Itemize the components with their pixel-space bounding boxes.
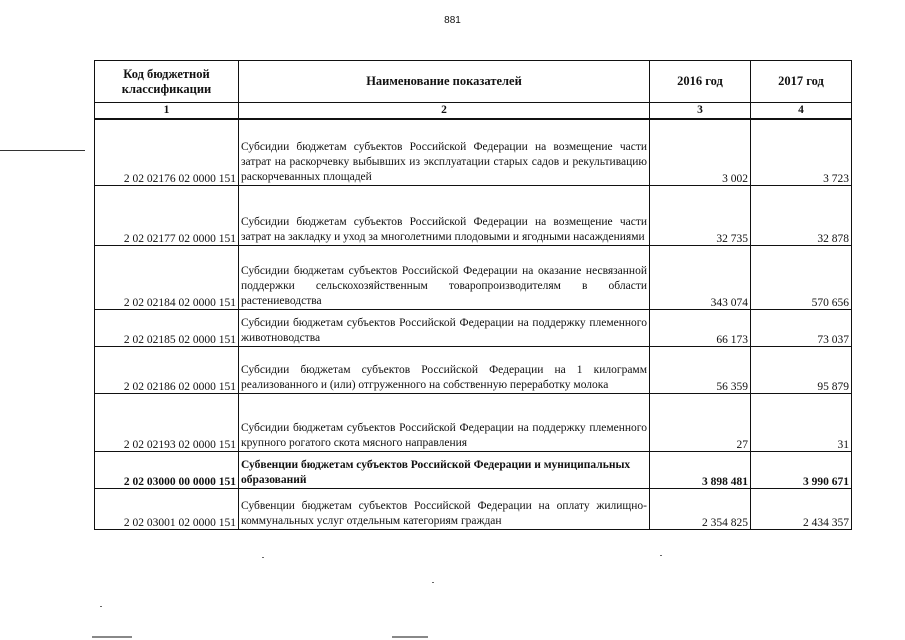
table-row <box>95 393 852 451</box>
row-code: 2 02 03000 00 0000 151 <box>95 451 239 488</box>
row-amount-2016: 3 002 <box>650 119 751 185</box>
table-row <box>95 346 852 393</box>
row-name: Субсидии бюджетам субъектов Российской Федерации на 1 килограмм реализованного и (или) отгруженного на собственную переработку молока <box>239 346 650 393</box>
table-row <box>95 245 852 309</box>
table-row <box>95 309 852 346</box>
column-number-row <box>95 103 852 120</box>
scan-speck <box>660 555 662 556</box>
row-amount-2016: 3 898 481 <box>650 451 751 488</box>
row-code: 2 02 02193 02 0000 151 <box>95 393 239 451</box>
column-number: 4 <box>751 103 852 120</box>
row-amount-2017: 2 434 357 <box>751 488 852 529</box>
header-name: Наименование показателей <box>239 61 650 103</box>
row-name: Субвенции бюджетам субъектов Российской Федерации и муниципальных образований <box>239 451 650 488</box>
scan-speck <box>262 557 264 558</box>
footer-mark <box>392 636 428 638</box>
margin-line <box>0 150 85 151</box>
table-row <box>95 185 852 245</box>
row-code: 2 02 03001 02 0000 151 <box>95 488 239 529</box>
row-code: 2 02 02186 02 0000 151 <box>95 346 239 393</box>
page-number: 881 <box>444 15 461 26</box>
row-name: Субсидии бюджетам субъектов Российской Федерации на поддержку племенного животноводства <box>239 309 650 346</box>
row-name: Субсидии бюджетам субъектов Российской Федерации на возмещение части затрат на закладку и уход за многолетними плодовыми и ягодными насаждениями <box>239 185 650 245</box>
column-number: 3 <box>650 103 751 120</box>
row-amount-2017: 95 879 <box>751 346 852 393</box>
scan-speck <box>100 606 102 607</box>
table-row <box>95 451 852 488</box>
row-amount-2016: 27 <box>650 393 751 451</box>
row-amount-2017: 570 656 <box>751 245 852 309</box>
header-year-2017: 2017 год <box>751 61 852 103</box>
row-name: Субсидии бюджетам субъектов Российской Федерации на оказание несвязанной поддержки сельскохозяйственным товаропроизводителям в области растениеводства <box>239 245 650 309</box>
row-amount-2016: 66 173 <box>650 309 751 346</box>
table-row <box>95 488 852 529</box>
row-name: Субсидии бюджетам субъектов Российской Федерации на возмещение части затрат на раскорчевку выбывших из эксплуатации старых садов и рекультивацию раскорчеванных площадей <box>239 119 650 185</box>
row-amount-2016: 32 735 <box>650 185 751 245</box>
row-code: 2 02 02184 02 0000 151 <box>95 245 239 309</box>
column-number: 2 <box>239 103 650 120</box>
row-amount-2017: 3 723 <box>751 119 852 185</box>
row-amount-2016: 56 359 <box>650 346 751 393</box>
row-amount-2017: 73 037 <box>751 309 852 346</box>
header-row <box>95 61 852 103</box>
row-amount-2017: 3 990 671 <box>751 451 852 488</box>
row-amount-2016: 343 074 <box>650 245 751 309</box>
row-code: 2 02 02185 02 0000 151 <box>95 309 239 346</box>
row-amount-2017: 31 <box>751 393 852 451</box>
row-amount-2017: 32 878 <box>751 185 852 245</box>
scan-speck <box>432 582 434 583</box>
header-year-2016: 2016 год <box>650 61 751 103</box>
footer-mark <box>92 636 132 638</box>
row-name: Субсидии бюджетам субъектов Российской Федерации на поддержку племенного крупного рогатого скота мясного направления <box>239 393 650 451</box>
row-code: 2 02 02176 02 0000 151 <box>95 119 239 185</box>
row-code: 2 02 02177 02 0000 151 <box>95 185 239 245</box>
budget-table <box>94 60 852 530</box>
header-code: Код бюджетной классификации <box>95 61 239 103</box>
row-amount-2016: 2 354 825 <box>650 488 751 529</box>
column-number: 1 <box>95 103 239 120</box>
table-row <box>95 119 852 185</box>
row-name: Субвенции бюджетам субъектов Российской Федерации на оплату жилищно-коммунальных услуг отдельным категориям граждан <box>239 488 650 529</box>
